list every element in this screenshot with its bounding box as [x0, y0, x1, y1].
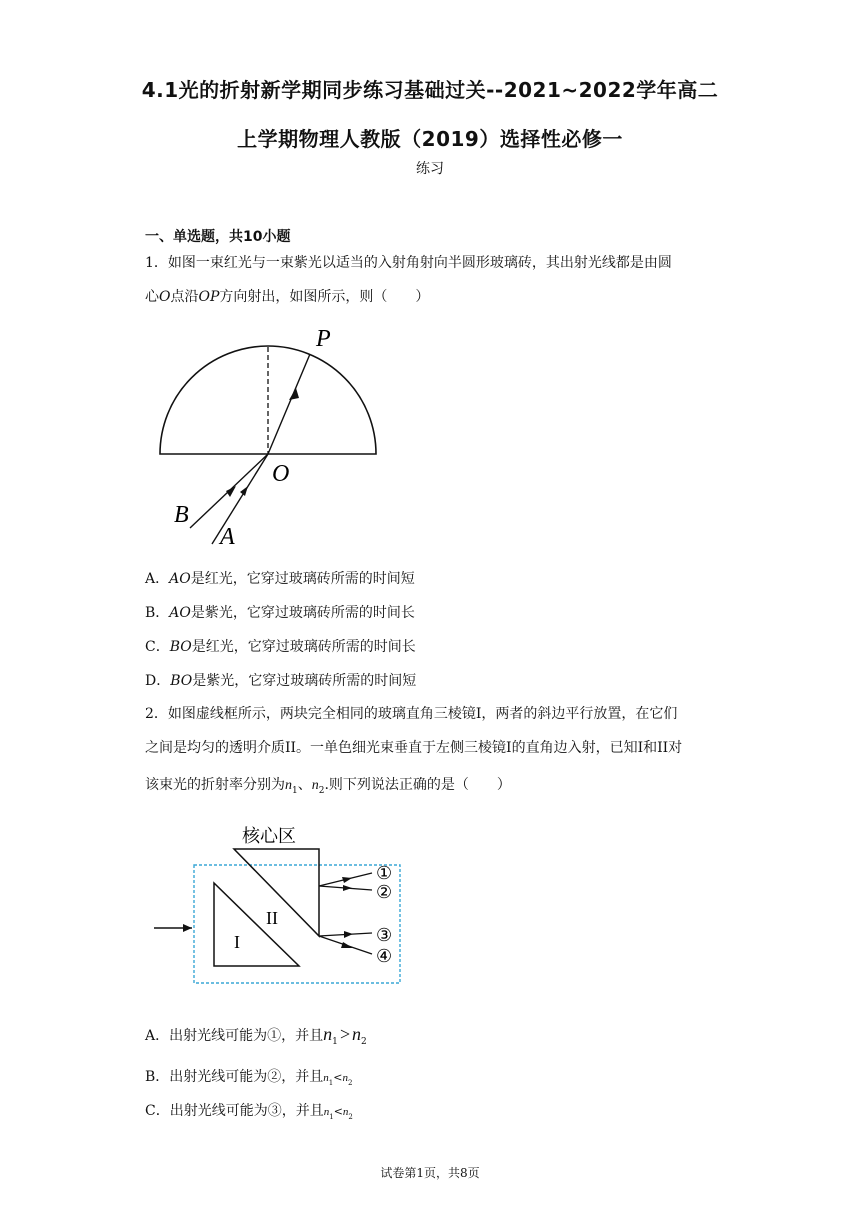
incident-ray-arrow — [183, 924, 192, 932]
question-2-line3: 该束光的折射率分别为$n_1$、$n_2$.则下列说法正确的是（ ） — [145, 777, 511, 796]
page-subtitle: 练习 — [416, 161, 444, 177]
question-2-figure — [148, 820, 410, 988]
question-1-line2: 心O点沿OP方向射出，如图所示，则（ ） — [145, 289, 430, 305]
page-footer: 试卷第1页，共8页 — [380, 1166, 480, 1180]
question-1-line1: 1．如图一束红光与一束紫光以适当的入射角射向半圆形玻璃砖，其出射光线都是由圆 — [145, 255, 672, 271]
label-ray-1: ① — [376, 863, 393, 884]
question-2-line1: 2．如图虚线框所示，两块完全相同的玻璃直角三棱镜I，两者的斜边平行放置，在它们 — [145, 706, 678, 722]
label-ray-3: ③ — [376, 925, 393, 946]
q1-option-a[interactable]: A．AO是红光，它穿过玻璃砖所需的时间短 — [145, 571, 415, 587]
label-core-area: 核心区 — [242, 826, 296, 847]
question-1-figure — [150, 322, 400, 554]
ray-bo-arrow — [226, 486, 236, 497]
ray-3-arrow — [344, 931, 353, 938]
label-o: O — [272, 461, 290, 487]
page-title-line1: 4.1光的折射新学期同步练习基础过关--2021~2022学年高二 — [141, 78, 719, 102]
question-2-line2: 之间是均匀的透明介质II。一单色细光束垂直于左侧三棱镜I的直角边入射，已知I和II对 — [145, 740, 683, 756]
q2-option-a[interactable]: A．出射光线可能为①，并且$n_1>n_2$ — [145, 1024, 367, 1047]
label-ray-2: ② — [376, 882, 393, 903]
label-i: I — [234, 932, 240, 952]
q2-option-b[interactable]: B．出射光线可能为②，并且$n_1<n_2$ — [145, 1069, 353, 1087]
q1-option-b[interactable]: B．AO是紫光，它穿过玻璃砖所需的时间长 — [145, 605, 415, 621]
q2-option-c[interactable]: C．出射光线可能为③，并且$n_1<n_2$ — [145, 1103, 353, 1121]
ray-op — [268, 354, 310, 454]
page-title-line2: 上学期物理人教版（2019）选择性必修一 — [237, 127, 623, 151]
q1-option-c[interactable]: C．BO是红光，它穿过玻璃砖所需的时间长 — [145, 639, 416, 655]
label-p: P — [316, 326, 331, 352]
label-b: B — [174, 502, 189, 528]
label-a: A — [220, 524, 235, 550]
ray-4-arrow — [341, 942, 353, 948]
ray-2-arrow — [343, 885, 352, 891]
ray-ao-arrow — [240, 486, 248, 496]
prism-bottom — [214, 883, 299, 966]
ray-op-arrow — [289, 388, 299, 400]
section-heading: 一、单选题，共10小题 — [145, 229, 291, 245]
q1-option-d[interactable]: D．BO是紫光，它穿过玻璃砖所需的时间短 — [145, 673, 417, 689]
ray-1-arrow — [342, 877, 352, 883]
label-ii: II — [266, 908, 278, 928]
label-ray-4: ④ — [376, 946, 393, 967]
